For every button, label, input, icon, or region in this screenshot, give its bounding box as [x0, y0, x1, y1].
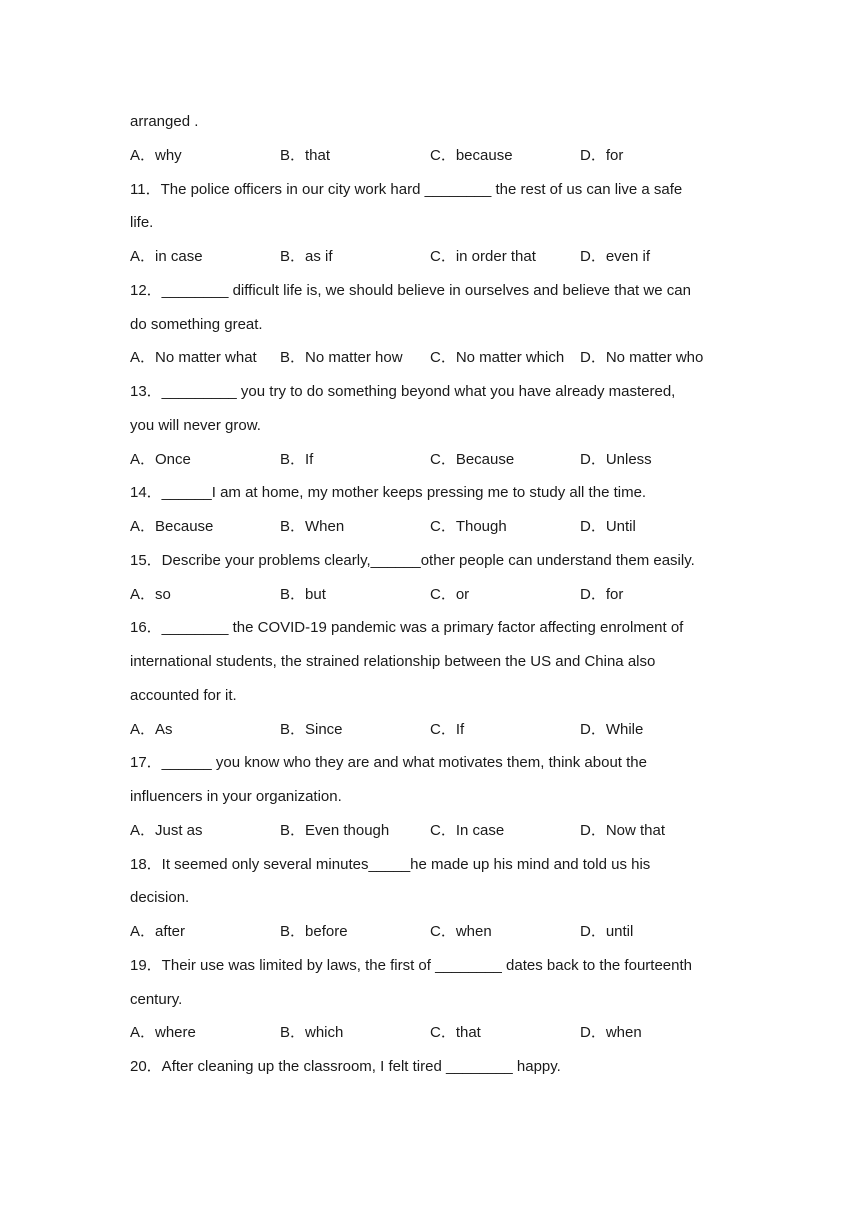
question-text-line: accounted for it.	[130, 686, 237, 704]
option-d: D．Unless	[580, 450, 652, 468]
answer-options-row	[130, 720, 740, 740]
option-d: D．when	[580, 1024, 642, 1042]
option-b: B．If	[280, 450, 314, 468]
option-c: C．that	[430, 1024, 481, 1042]
question-text-line: 14．______I am at home, my mother keeps pressing me to study all the time.	[130, 484, 647, 502]
option-a: A．after	[130, 923, 186, 940]
option-b: B．before	[280, 923, 348, 940]
option-c: C．because	[430, 146, 513, 164]
option-a: A．As	[130, 720, 173, 738]
option-a: A．Once	[130, 450, 191, 468]
answer-options-row	[130, 1023, 740, 1043]
option-c: C．in order that	[430, 248, 536, 265]
option-a: A．No matter what	[130, 349, 257, 367]
option-c: C．when	[430, 923, 492, 940]
option-c: C．or	[430, 585, 470, 603]
option-b: B．Since	[280, 720, 343, 738]
option-a: A．Because	[130, 518, 214, 535]
option-d: D．for	[580, 146, 624, 164]
option-b: B．that	[280, 146, 331, 164]
answer-options-row	[130, 247, 740, 267]
question-text-line: you will never grow.	[130, 416, 261, 434]
answer-options-row	[130, 517, 740, 537]
option-d: D．even if	[580, 248, 651, 265]
question-text-line: influencers in your organization.	[130, 788, 342, 805]
option-d: D．No matter who	[580, 349, 704, 367]
answer-options-row	[130, 821, 740, 841]
question-text-line: 12．________ difficult life is, we should believe in ourselves and believe that we can	[130, 281, 691, 299]
question-text-line: international students, the strained relationship between the US and China also	[130, 653, 656, 670]
question-text-line: 18．It seemed only several minutes_____he made up his mind and told us his	[130, 855, 651, 873]
option-c: C．In case	[430, 821, 505, 839]
option-b: B．Even though	[280, 821, 390, 839]
option-b: B．which	[280, 1024, 344, 1042]
option-a: A．where	[130, 1024, 196, 1042]
question-text-line: 11．The police officers in our city work hard ________ the rest of us can live a safe	[130, 180, 683, 198]
answer-options-row	[130, 450, 740, 470]
question-text-line: arranged .	[130, 113, 199, 130]
question-text-line: do something great.	[130, 315, 263, 333]
option-b: B．When	[280, 518, 345, 535]
question-text-line: 20．After cleaning up the classroom, I felt tired ________ happy.	[130, 1058, 561, 1075]
option-d: D．for	[580, 585, 624, 603]
question-text-line: 17．______ you know who they are and what motivates them, think about the	[130, 754, 647, 772]
option-c: C．Because	[430, 450, 515, 468]
question-text-line: life.	[130, 214, 154, 232]
answer-options-row	[130, 348, 740, 368]
option-c: C．If	[430, 720, 465, 738]
option-a: A．Just as	[130, 821, 203, 839]
option-d: D．Until	[580, 518, 636, 535]
question-text-line: century.	[130, 990, 183, 1008]
option-d: D．Now that	[580, 821, 666, 839]
option-b: B．but	[280, 585, 326, 603]
option-a: A．so	[130, 585, 171, 603]
option-d: D．until	[580, 923, 634, 940]
answer-options-row	[130, 146, 740, 166]
option-a: A．why	[130, 146, 182, 164]
option-d: D．While	[580, 720, 644, 738]
option-b: B．as if	[280, 248, 333, 265]
question-text-line: 19．Their use was limited by laws, the first of ________ dates back to the fourteenth	[130, 956, 692, 974]
answer-options-row	[130, 585, 740, 605]
question-text-line: 16．________ the COVID-19 pandemic was a primary factor affecting enrolment of	[130, 619, 684, 637]
question-text-line: decision.	[130, 889, 190, 907]
option-c: C．No matter which	[430, 349, 565, 367]
question-text-line: 13．_________ you try to do something beyond what you have already mastered,	[130, 383, 676, 400]
option-a: A．in case	[130, 248, 203, 265]
answer-options-row	[130, 922, 740, 942]
question-text-line: 15．Describe your problems clearly,______other people can understand them easily.	[130, 551, 695, 569]
option-b: B．No matter how	[280, 349, 403, 367]
option-c: C．Though	[430, 518, 507, 535]
